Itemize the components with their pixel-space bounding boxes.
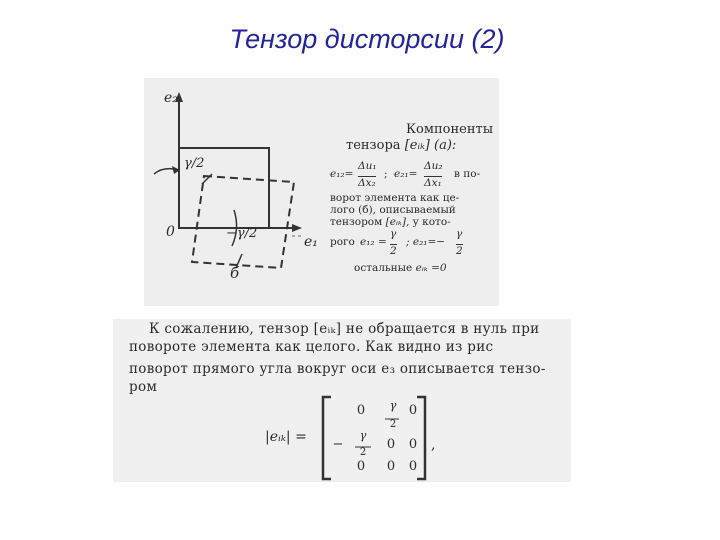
formula-e21-den: Δx₁ (424, 177, 442, 189)
caption-line-7-den2: 2 (456, 245, 463, 257)
matrix-cell-r1c2-den: 2 (389, 419, 397, 430)
scanned-figure-panel (144, 78, 499, 306)
caption-line-4: ворот элемента как це- (330, 192, 460, 204)
gamma-half-label: γ/2 (184, 156, 205, 171)
matrix-cell-r1c3: 0 (408, 403, 418, 418)
caption-line-7-num: γ (390, 228, 397, 240)
matrix-cell-r1c2-num: γ (389, 399, 397, 412)
caption-line-2: тензора [eᵢₖ] (а): (346, 138, 457, 153)
matrix-cell-r2c3: 0 (408, 437, 418, 452)
caption-line-7-den: 2 (390, 245, 397, 257)
body-line-2: повороте элемента как целого. Как видно из рис (129, 339, 494, 355)
scanned-text-panel (113, 319, 571, 482)
body-line-3: поворот прямого угла вокруг оси e₃ описывается тензо- (129, 361, 546, 377)
matrix-cell-r3c3: 0 (408, 459, 418, 474)
caption-line-7-b: e₁₂ = (360, 236, 387, 248)
matrix-cell-r1c1: 0 (356, 403, 366, 418)
caption-line-7-a: рого (330, 236, 355, 248)
matrix-cell-r3c1: 0 (356, 459, 366, 474)
caption-line-6: тензором [eᵢₖ], у кото- (330, 216, 451, 228)
slide-title: Тензор дисторсии (2) (229, 24, 505, 54)
matrix-cell-r2c2: 0 (386, 437, 396, 452)
formula-tail: в по- (454, 168, 481, 180)
caption-line-5: лого (б), описываемый (330, 204, 456, 216)
formula-e12-num: Δu₁ (358, 160, 377, 172)
neg-gamma-half-label: −γ/2 (226, 226, 258, 241)
matrix-row2-sign: − (332, 437, 344, 452)
formula-e21-num: Δu₂ (424, 160, 443, 172)
formula-e12-den: Δx₂ (358, 177, 376, 189)
formula-sep: ; (384, 168, 388, 180)
axis-e2-label: e₂ (164, 90, 178, 106)
body-line-1: К сожалению, тензор [eᵢₖ] не обращается в нуль при (149, 321, 540, 337)
caption-line-7-num2: γ (456, 228, 463, 240)
subfigure-b-label: б (230, 264, 240, 282)
matrix-lhs: |eᵢₖ| = (265, 429, 307, 445)
formula-e12-lhs: e₁₂= (330, 168, 354, 180)
formula-e21-lhs: e₂₁= (394, 168, 418, 180)
caption-line-1: Компоненты (406, 122, 494, 137)
body-line-4: ром (129, 379, 158, 395)
caption-line-8: остальные eᵢₖ =0 (354, 262, 447, 274)
matrix-cell-r2c1-num: γ (359, 429, 367, 442)
matrix-cell-r3c2: 0 (386, 459, 396, 474)
caption-line-7-c: ; e₂₁=− (406, 236, 446, 248)
matrix-cell-r2c1-den: 2 (359, 447, 367, 458)
matrix-tail-comma: , (431, 437, 436, 453)
origin-label: 0 (166, 224, 175, 240)
axis-e1-label: e₁ (304, 234, 318, 250)
